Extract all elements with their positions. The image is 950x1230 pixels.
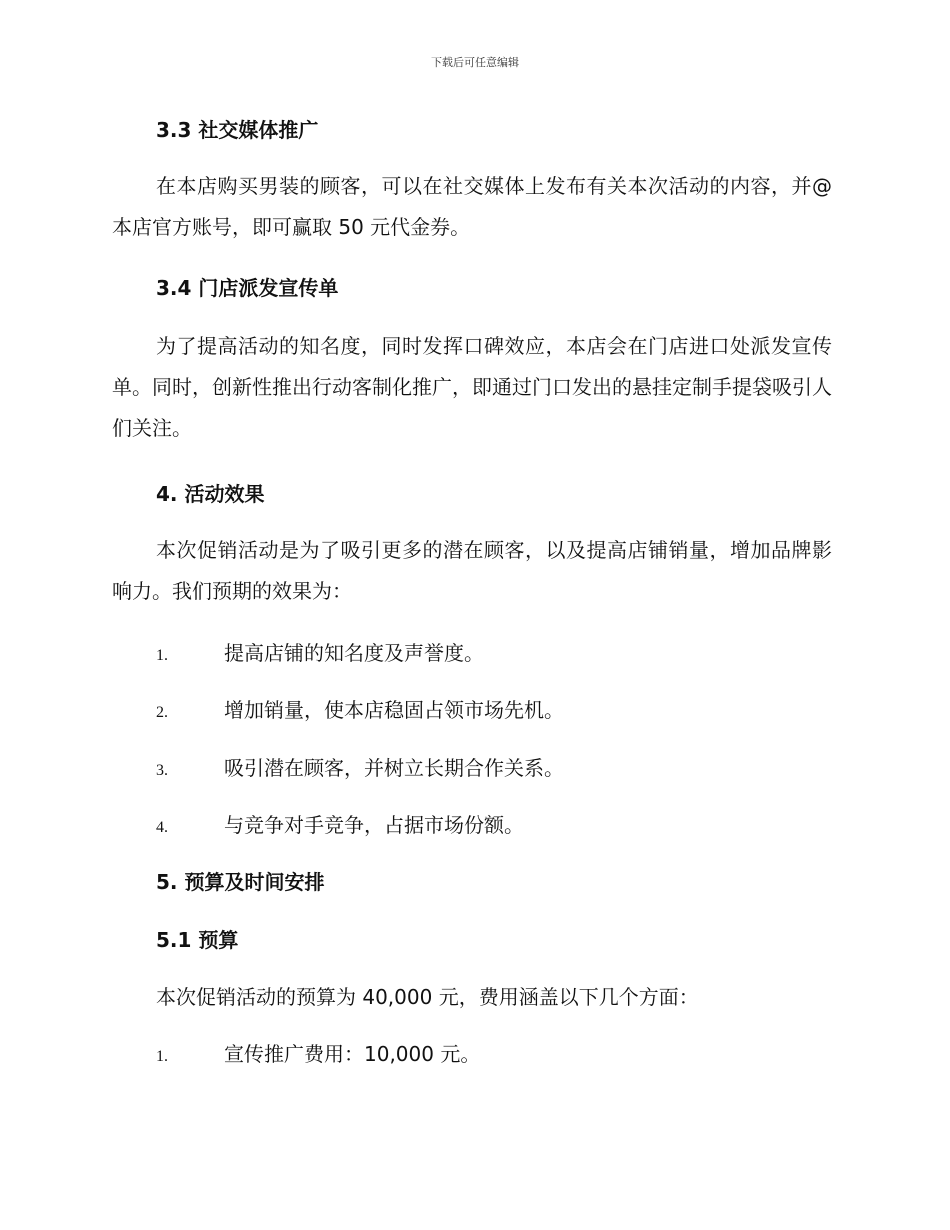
list-text: 增加销量，使本店稳固占领市场先机。 [224, 698, 564, 722]
list-number: 1. [156, 647, 168, 664]
section-5-heading: 5. 预算及时间安排 [156, 870, 325, 894]
list-item [156, 811, 524, 842]
section-4-paragraph: 本次促销活动是为了吸引更多的潜在顾客，以及提高店铺销量，增加品牌影响力。我们预期的效果为： [112, 538, 832, 603]
section-3-4-paragraph: 为了提高活动的知名度，同时发挥口碑效应，本店会在门店进口处派发宣传单。同时，创新性推出行动客制化推广，即通过门口发出的悬挂定制手提袋吸引人们关注。 [112, 334, 832, 440]
section-3-3-paragraph: 在本店购买男装的顾客，可以在社交媒体上发布有关本次活动的内容，并@本店官方账号，即可赢取 50 元代金券。 [112, 174, 832, 239]
list-number: 1. [156, 1048, 168, 1065]
list-item [156, 754, 564, 785]
section-5-1-paragraph: 本次促销活动的预算为 40,000 元，费用涵盖以下几个方面： [156, 985, 699, 1009]
list-text: 宣传推广费用：10,000 元。 [224, 1042, 481, 1066]
list-number: 3. [156, 762, 168, 779]
list-number: 4. [156, 819, 168, 836]
list-text: 吸引潜在顾客，并树立长期合作关系。 [224, 756, 564, 780]
list-item [156, 1040, 480, 1071]
section-3-3-heading: 3.3 社交媒体推广 [156, 118, 319, 142]
list-text: 与竞争对手竞争，占据市场份额。 [224, 813, 524, 837]
section-4-heading: 4. 活动效果 [156, 482, 265, 506]
page-header: 下载后可任意编辑 [431, 56, 519, 69]
list-item [156, 639, 484, 670]
list-number: 2. [156, 704, 168, 721]
list-text: 提高店铺的知名度及声誉度。 [224, 641, 484, 665]
section-5-1-heading: 5.1 预算 [156, 928, 239, 952]
list-item [156, 696, 564, 727]
section-3-4-heading: 3.4 门店派发宣传单 [156, 276, 339, 300]
